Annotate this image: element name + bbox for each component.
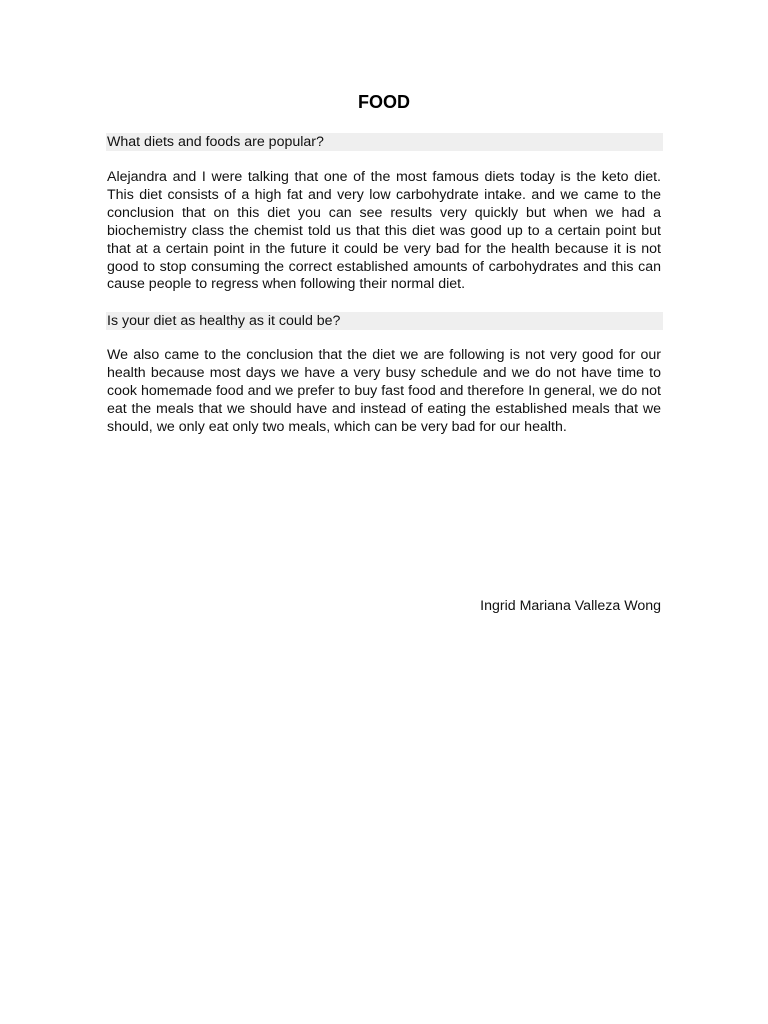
document-title: FOOD xyxy=(358,92,410,112)
answer-paragraph-1: Alejandra and I were talking that one of the most famous diets today is the keto diet. This diet consists of a high fat and very low carbohydrate intake. and we came to the conclusion that on this diet you can see results very quickly but when we had a biochemistry class the chemist told us that this diet was good up to a certain point but that at a certain point in the future it could be very bad for the health because it is not good to stop consuming the correct established amounts of carbohydrates and this can cause people to regress when following their normal diet. xyxy=(107,169,661,293)
answer-paragraph-2: We also came to the conclusion that the diet we are following is not very good for our health because most days we have a very busy schedule and we do not have time to cook homemade food and we prefer to buy fast food and therefore In general, we do not eat the meals that we should have and instead of eating the established meals that we should, we only eat only two meals, which can be very bad for our health. xyxy=(107,347,661,435)
question-diet-healthy: Is your diet as healthy as it could be? xyxy=(106,312,663,330)
question-diets-popular: What diets and foods are popular? xyxy=(106,133,663,151)
author-signature: Ingrid Mariana Valleza Wong xyxy=(480,598,661,614)
